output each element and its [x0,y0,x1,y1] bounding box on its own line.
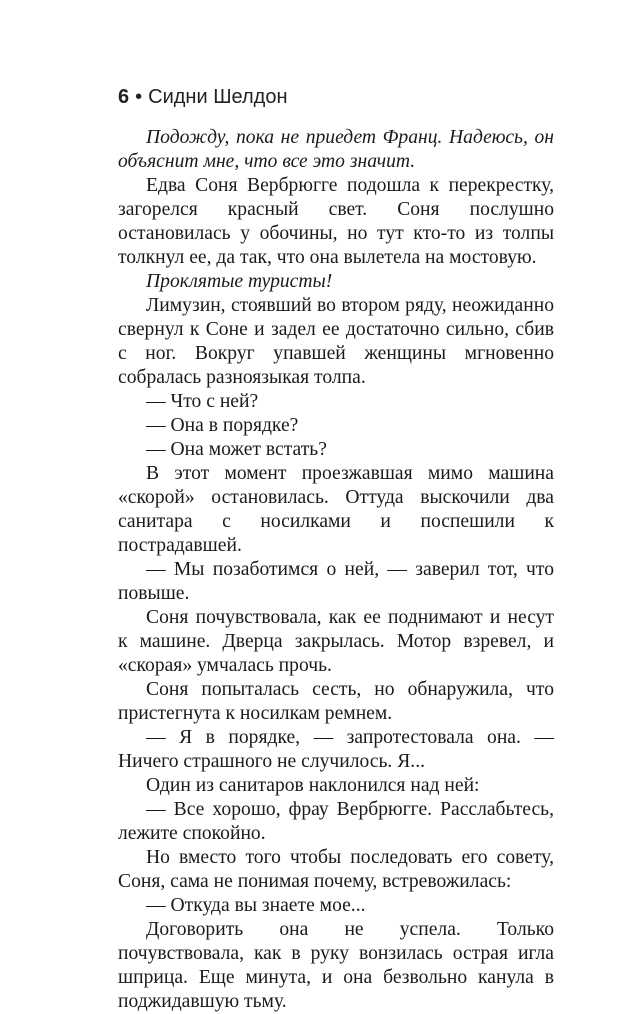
dialogue-line: — Откуда вы знаете мое... [146,895,366,916]
author-name: Сидни Шелдон [148,86,288,108]
paragraph: Соня попыталась сесть, но обнаружила, что пристегнута к носилкам ремнем. [118,679,554,724]
dialogue-line: — Что с ней? [146,391,259,412]
paragraph: Лимузин, стоявший во втором ряду, неожиданно свернул к Соне и задел ее достаточно сильно, сбив с ног. Вокруг упавшей женщины мгновенно собралась разноязыкая толпа. [118,295,554,388]
paragraph-thought-1: Подожду, пока не приедет Франц. Надеюсь, он объяснит мне, что все это значит. [118,127,554,172]
paragraph: В этот момент проезжавшая мимо машина «скорой» остановилась. Оттуда выскочили два санитара с носилками и поспешили к пострадавшей. [118,463,554,556]
dialogue-line: — Я в порядке, — запротестовала она. — Ничего страшного не случилось. Я... [118,727,554,772]
dialogue-line: — Она может встать? [146,439,327,460]
dialogue-line: — Все хорошо, фрау Вербрюгге. Расслабьтесь, лежите спокойно. [118,799,554,844]
dialogue-line: — Она в порядке? [146,415,299,436]
dialogue-line: — Мы позаботимся о ней, — заверил тот, что повыше. [118,559,554,604]
paragraph: Едва Соня Вербрюгге подошла к перекрестку, загорелся красный свет. Соня послушно остановилась у обочины, но тут кто-то из толпы толкнул ее, да так, что она вылетела на мостовую. [118,175,554,268]
header-separator: • [135,86,143,108]
paragraph: Один из санитаров наклонился над ней: [146,775,480,796]
paragraph: Но вместо того чтобы последовать его совету, Соня, сама не понимая почему, встревожилась: [118,847,554,892]
page-number: 6 [118,86,130,108]
running-header [118,86,288,109]
paragraph: Соня почувствовала, как ее поднимают и несут к машине. Дверца закрылась. Мотор взревел, и «скорая» умчалась прочь. [118,607,554,676]
body-text [118,126,554,1014]
paragraph: Договорить она не успела. Только почувствовала, как в руку вонзилась острая игла шприца. Еще минута, и она безвольно канула в поджидавшую тьму. [118,919,554,1012]
paragraph-thought-2: Проклятые туристы! [146,271,333,292]
